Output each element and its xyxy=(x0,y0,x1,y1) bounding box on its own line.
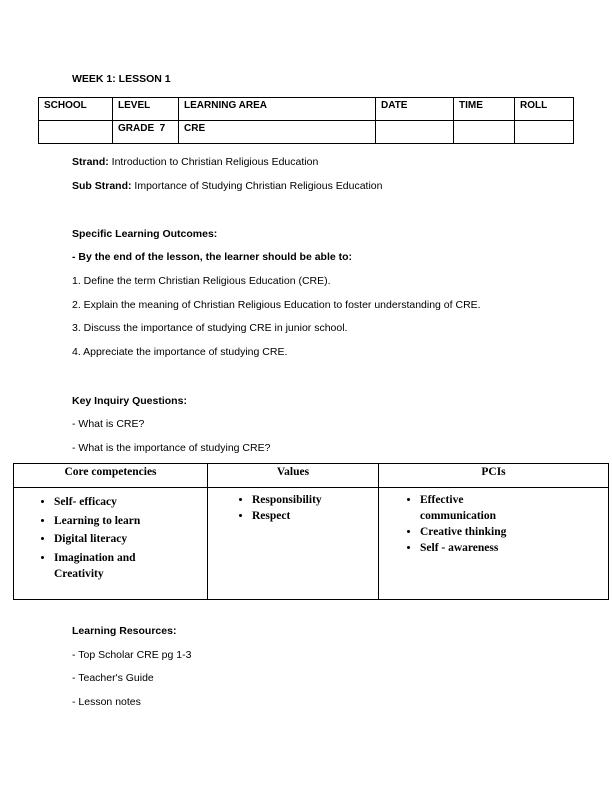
list-item: • Digital literacy xyxy=(54,531,203,547)
strand-label: Strand: xyxy=(72,156,109,168)
values-list xyxy=(212,492,374,524)
list-item: • Respect xyxy=(252,508,374,524)
sub-strand-line xyxy=(72,180,382,192)
resource-item: - Teacher's Guide xyxy=(72,672,154,684)
values-header: Values xyxy=(208,464,379,488)
col-date: DATE xyxy=(376,98,454,121)
info-table-value-row xyxy=(39,121,574,144)
cell-date xyxy=(376,121,454,144)
lesson-title: WEEK 1: LESSON 1 xyxy=(72,73,171,85)
pcis-cell xyxy=(379,488,609,600)
list-item: • Effective communication xyxy=(420,492,512,524)
list-item: • Responsibility xyxy=(252,492,374,508)
info-table-header-row xyxy=(39,98,574,121)
col-time: TIME xyxy=(454,98,515,121)
list-item: • Imagination and Creativity xyxy=(54,550,154,582)
resource-item: - Top Scholar CRE pg 1-3 xyxy=(72,649,192,661)
sub-strand-label: Sub Strand: xyxy=(72,180,132,192)
pcis-header: PCIs xyxy=(379,464,609,488)
competency-table xyxy=(13,463,609,600)
inquiry-heading: Key Inquiry Questions: xyxy=(72,395,187,407)
strand-value: Introduction to Christian Religious Education xyxy=(108,156,319,168)
lesson-info-table xyxy=(38,97,574,144)
inquiry-item: - What is the importance of studying CRE? xyxy=(72,442,271,454)
outcome-item: 2. Explain the meaning of Christian Religious Education to foster understanding of CRE. xyxy=(72,299,481,311)
list-item: • Creative thinking xyxy=(420,524,604,540)
strand-line xyxy=(72,156,318,168)
outcome-item: 3. Discuss the importance of studying CRE in junior school. xyxy=(72,322,348,334)
list-item: • Self- efficacy xyxy=(54,494,203,510)
core-competencies-cell xyxy=(14,488,208,600)
cell-roll xyxy=(515,121,574,144)
cell-learning-area: CRE xyxy=(179,121,376,144)
core-competencies-list xyxy=(18,494,203,582)
list-item: • Self - awareness xyxy=(420,540,604,556)
values-cell xyxy=(208,488,379,600)
resource-item: - Lesson notes xyxy=(72,696,141,708)
outcomes-intro: - By the end of the lesson, the learner should be able to: xyxy=(72,251,353,263)
pcis-list xyxy=(383,492,604,556)
col-school: SCHOOL xyxy=(39,98,113,121)
cell-level: GRADE 7 xyxy=(113,121,179,144)
cell-time xyxy=(454,121,515,144)
col-roll: ROLL xyxy=(515,98,574,121)
core-competencies-header: Core competencies xyxy=(14,464,208,488)
resources-heading: Learning Resources: xyxy=(72,625,177,637)
list-item: • Learning to learn xyxy=(54,513,203,529)
competency-header-row xyxy=(14,464,609,488)
outcome-item: 4. Appreciate the importance of studying CRE. xyxy=(72,346,288,358)
outcome-item: 1. Define the term Christian Religious Education (CRE). xyxy=(72,275,331,287)
sub-strand-value: Importance of Studying Christian Religious Education xyxy=(131,180,383,192)
inquiry-item: - What is CRE? xyxy=(72,418,145,430)
cell-school xyxy=(39,121,113,144)
col-learning-area: LEARNING AREA xyxy=(179,98,376,121)
outcomes-heading: Specific Learning Outcomes: xyxy=(72,228,218,240)
col-level: LEVEL xyxy=(113,98,179,121)
competency-body-row xyxy=(14,488,609,600)
